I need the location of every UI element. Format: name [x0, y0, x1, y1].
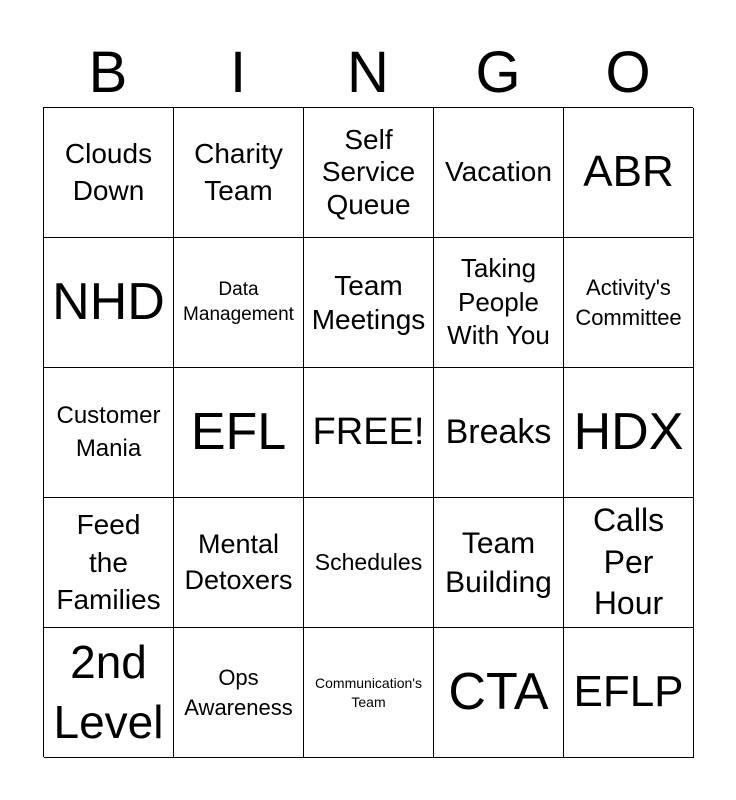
cell-label: CTA — [448, 662, 549, 721]
bingo-cell[interactable] — [304, 628, 434, 758]
cell-label: Clouds Down — [64, 138, 153, 206]
cell-label: Self Service Queue — [321, 124, 416, 220]
bingo-board — [43, 107, 693, 757]
cell-label: Data Management — [183, 278, 294, 325]
cell-label: Ops Awareness — [184, 664, 293, 720]
bingo-cell[interactable] — [44, 368, 174, 498]
cell-label: Vacation — [445, 156, 552, 188]
bingo-cell[interactable] — [304, 498, 434, 628]
bingo-cell[interactable] — [44, 628, 174, 758]
bingo-cell[interactable] — [304, 238, 434, 368]
cell-label: Team Building — [445, 526, 552, 599]
cell-label: Communication's Team — [315, 675, 422, 710]
bingo-cell[interactable] — [564, 498, 694, 628]
bingo-cell[interactable] — [174, 628, 304, 758]
bingo-cell[interactable] — [44, 238, 174, 368]
bingo-cell[interactable] — [434, 368, 564, 498]
bingo-cell[interactable] — [174, 498, 304, 628]
bingo-cell[interactable] — [564, 368, 694, 498]
bingo-cell[interactable] — [174, 368, 304, 498]
header-letter-n: N — [347, 40, 389, 105]
cell-label: NHD — [52, 272, 165, 331]
cell-label: Calls Per Hour — [592, 502, 665, 622]
cell-label: Taking People With You — [447, 252, 550, 351]
bingo-cell[interactable] — [434, 238, 564, 368]
cell-label: HDX — [573, 402, 684, 461]
bingo-cell[interactable] — [564, 238, 694, 368]
bingo-cell[interactable] — [304, 108, 434, 238]
cell-label: Breaks — [445, 413, 552, 452]
header-letter-o: O — [605, 40, 651, 105]
cell-label: EFLP — [573, 667, 684, 717]
cell-label: FREE! — [312, 410, 425, 453]
bingo-cell[interactable] — [564, 628, 694, 758]
cell-label: ABR — [583, 147, 674, 197]
bingo-cell[interactable] — [174, 108, 304, 238]
header-letter-g: G — [475, 40, 521, 105]
bingo-cell[interactable] — [44, 108, 174, 238]
cell-label: Schedules — [314, 548, 423, 575]
cell-label: EFL — [190, 402, 287, 461]
bingo-cell[interactable] — [434, 108, 564, 238]
cell-label: Team Meetings — [311, 269, 426, 335]
cell-label: Customer Mania — [56, 402, 161, 462]
bingo-cell[interactable] — [434, 498, 564, 628]
header-letter-b: B — [88, 40, 128, 105]
bingo-cell[interactable] — [174, 238, 304, 368]
bingo-cell[interactable] — [434, 628, 564, 758]
bingo-cell[interactable] — [304, 368, 434, 498]
header-letter-i: I — [229, 40, 247, 105]
cell-label: 2nd Level — [53, 635, 164, 748]
bingo-header — [43, 40, 693, 106]
bingo-cell[interactable] — [564, 108, 694, 238]
cell-label: Feed the Families — [56, 508, 161, 616]
cell-label: Charity Team — [194, 138, 283, 206]
cell-label: Mental Detoxers — [184, 529, 293, 595]
bingo-cell[interactable] — [44, 498, 174, 628]
cell-label: Activity's Committee — [575, 274, 682, 330]
